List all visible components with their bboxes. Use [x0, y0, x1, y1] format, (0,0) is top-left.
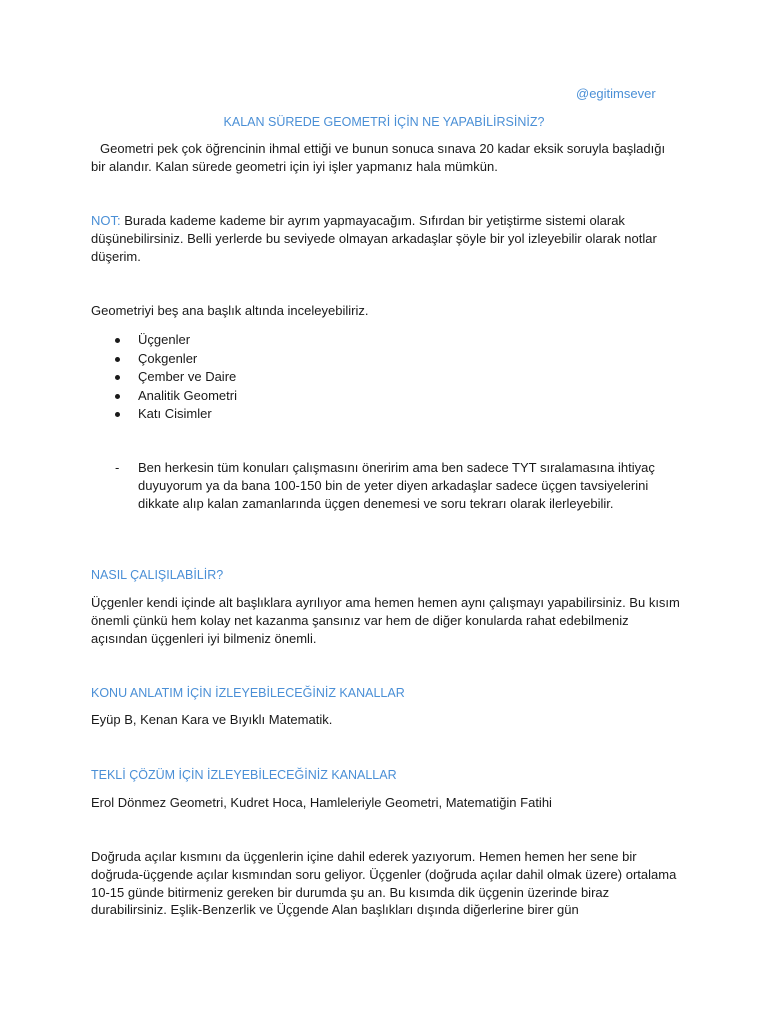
- note-text: Burada kademe kademe bir ayrım yapmayacağım. Sıfırdan bir yetiştirme sistemi olarak düşünebilirsiniz. Belli yerlerde bu seviyede olmayan arkadaşlar şöyle bir yol izleyebilir olarak notlar düşerim.: [91, 213, 657, 264]
- bullet-icon: [115, 412, 120, 417]
- topics-intro: Geometriyi beş ana başlık altında inceleyebiliriz.: [91, 303, 369, 318]
- topics-list: [113, 331, 237, 424]
- document-title: KALAN SÜREDE GEOMETRİ İÇİN NE YAPABİLİRSİNİZ?: [223, 115, 545, 129]
- section-text-how: Üçgenler kendi içinde alt başlıklara ayrılıyor ama hemen hemen aynı çalışmayı yapabilirsiniz. Bu kısım önemli çünkü hem kolay net kazanma şansınız var hem de diğer konularda rahat edebilmeniz açısından üçgenleri iyi bilmeniz önemli.: [91, 595, 680, 646]
- list-item: [113, 405, 237, 424]
- bullet-icon: [115, 394, 120, 399]
- section-text-lecture: Eyüp B, Kenan Kara ve Bıyıklı Matematik.: [91, 712, 333, 727]
- section-heading-lecture: KONU ANLATIM İÇİN İZLEYEBİLECEĞİNİZ KANALLAR: [91, 686, 405, 700]
- intro-paragraph: Geometri pek çok öğrencinin ihmal ettiği ve bunun sonuca sınava 20 kadar eksik soruyla başladığı bir alandır. Kalan sürede geometri için iyi işler yapmanız hala mümkün.: [91, 141, 666, 174]
- section-heading-how: NASIL ÇALIŞILABİLİR?: [91, 568, 224, 582]
- closing-paragraph: Doğruda açılar kısmını da üçgenlerin içine dahil ederek yazıyorum. Hemen hemen her sene bir doğruda-üçgende açılar kısmından soru geliyor. Üçgenler (doğruda açılar dahil olmak üzere) ortalama 10-15 günde bitirmeniz gereken bir durumda şu an. Bu kısımda dik üçgenin üzerinde biraz durabilirsiniz. Eşlik-Benzerlik ve Üçgende Alan başlıkları dışında diğerlerine birer gün: [91, 849, 677, 918]
- list-item: [113, 350, 237, 369]
- bullet-icon: [115, 338, 120, 343]
- dash-marker: -: [115, 460, 120, 475]
- section-text-solution: Erol Dönmez Geometri, Kudret Hoca, Hamleleriyle Geometri, Matematiğin Fatihi: [91, 795, 552, 810]
- note-label: NOT:: [91, 213, 121, 228]
- topic-label: Çokgenler: [138, 350, 198, 366]
- topic-label: Çember ve Daire: [138, 369, 237, 385]
- dash-note-text: Ben herkesin tüm konuları çalışmasını öneririm ama ben sadece TYT sıralamasına ihtiyaç duyuyorum ya da bana 100-150 bin de yeter diyen arkadaşlar sadece üçgen tavsiyelerini dikkate alıp kalan zamanlarında üçgen denemesi ve soru tekrarı olarak ilerleyebilir.: [138, 460, 655, 511]
- topic-label: Üçgenler: [138, 332, 191, 347]
- note-paragraph: [91, 212, 681, 265]
- author-handle: @egitimsever: [576, 86, 656, 101]
- bullet-icon: [115, 375, 120, 380]
- bullet-icon: [115, 357, 120, 362]
- list-item: [113, 368, 237, 387]
- topic-label: Analitik Geometri: [138, 387, 237, 403]
- list-item: [113, 331, 237, 350]
- topic-label: Katı Cisimler: [138, 406, 212, 422]
- section-heading-solution: TEKLİ ÇÖZÜM İÇİN İZLEYEBİLECEĞİNİZ KANALLAR: [91, 768, 397, 782]
- list-item: [113, 387, 237, 406]
